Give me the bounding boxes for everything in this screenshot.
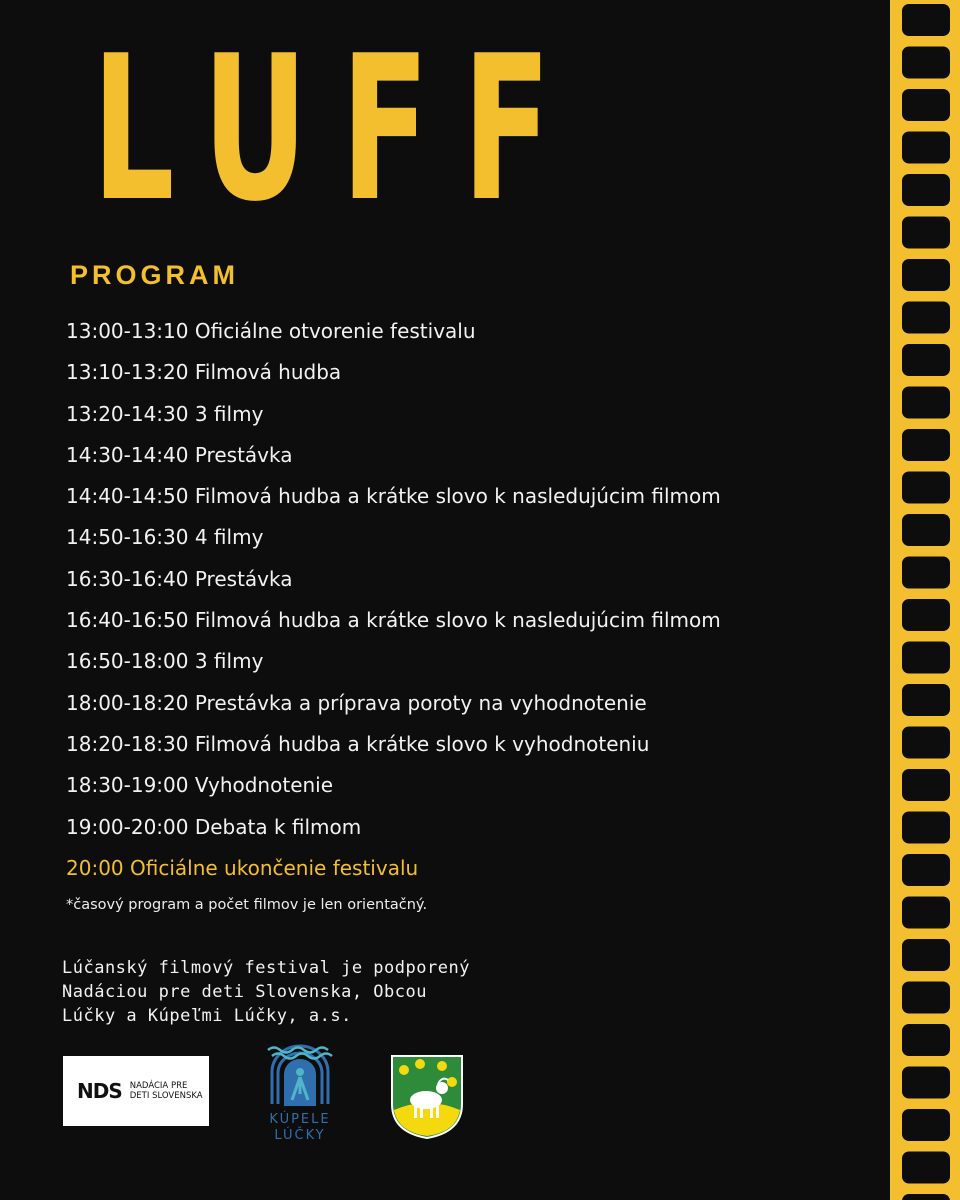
- film-perforation: [902, 642, 950, 674]
- film-perforation: [902, 217, 950, 249]
- film-perforation: [902, 429, 950, 461]
- film-perforation: [902, 1109, 950, 1141]
- kupele-logo-text: LÚČKY: [274, 1128, 326, 1143]
- program-item: 14:40-14:50 Filmová hudba a krátke slovo k nasledujúcim filmom: [66, 484, 721, 509]
- schedule-note: *časový program a počet filmov je len orientačný.: [66, 897, 428, 913]
- film-perforation: [902, 344, 950, 376]
- film-perforation: [902, 514, 950, 546]
- film-perforation: [902, 727, 950, 759]
- program-item: 16:40-16:50 Filmová hudba a krátke slovo k nasledujúcim filmom: [66, 608, 721, 633]
- program-item: 13:00-13:10 Oficiálne otvorenie festivalu: [66, 319, 476, 343]
- film-perforation: [902, 854, 950, 886]
- program-item: 14:50-16:30 4 filmy: [66, 525, 264, 550]
- film-perforation: [902, 132, 950, 164]
- film-perforation: [902, 387, 950, 419]
- program-item: 14:30-14:40 Prestávka: [66, 442, 293, 467]
- film-perforation: [902, 897, 950, 929]
- nds-logo-line: DETI SLOVENSKA: [129, 1091, 203, 1101]
- film-perforation: [902, 174, 950, 206]
- municipality-crest-icon: [390, 1054, 464, 1140]
- film-perforation: [902, 47, 950, 79]
- support-line: Lúčky a Kúpeľmi Lúčky, a.s.: [62, 1006, 352, 1026]
- nds-logo-mark: NDS: [77, 1079, 122, 1103]
- program-item: 18:30-19:00 Vyhodnotenie: [66, 773, 334, 798]
- film-perforation: [902, 769, 950, 801]
- program-item: 18:00-18:20 Prestávka a príprava poroty na vyhodnotenie: [66, 690, 647, 715]
- support-line: Nadáciou pre deti Slovenska, Obcou: [62, 982, 427, 1002]
- film-perforation: [902, 599, 950, 631]
- film-perforation: [902, 4, 950, 36]
- program-item: 16:50-18:00 3 filmy: [66, 649, 264, 674]
- film-perforation: [902, 684, 950, 716]
- film-perforation: [902, 472, 950, 504]
- program-item: 13:10-13:20 Filmová hudba: [66, 360, 342, 385]
- program-heading: PROGRAM: [70, 260, 239, 290]
- kupele-logo-text: KÚPELE: [269, 1112, 331, 1127]
- film-perforation: [902, 939, 950, 971]
- film-perforation: [902, 89, 950, 121]
- kupele-logo: [258, 1042, 342, 1148]
- nds-logo: [63, 1056, 209, 1126]
- program-item-closing: 20:00 Oficiálne ukončenie festivalu: [66, 855, 419, 880]
- program-item: 13:20-14:30 3 filmy: [66, 401, 264, 426]
- kupele-arch-icon: [258, 1042, 342, 1112]
- film-perforation: [902, 557, 950, 589]
- film-perforation: [902, 1067, 950, 1099]
- program-item: 16:30-16:40 Prestávka: [66, 566, 293, 591]
- film-perforation: [902, 1194, 950, 1200]
- festival-title: LUFF: [92, 13, 585, 246]
- film-perforation: [902, 302, 950, 334]
- nds-logo-text: [130, 1081, 203, 1101]
- program-item: 18:20-18:30 Filmová hudba a krátke slovo k vyhodnoteniu: [66, 731, 650, 756]
- program-item: 19:00-20:00 Debata k filmom: [66, 814, 362, 839]
- film-perforation: [902, 1024, 950, 1056]
- support-text: [62, 956, 582, 1028]
- program-list: [66, 316, 721, 894]
- nds-logo-line: NADÁCIA PRE: [129, 1081, 188, 1091]
- film-perforation: [902, 1152, 950, 1184]
- film-perforation: [902, 982, 950, 1014]
- film-perforation: [902, 812, 950, 844]
- filmstrip-decoration: [890, 0, 960, 1200]
- support-line: Lúčanský filmový festival je podporený: [62, 958, 470, 978]
- film-perforation: [902, 259, 950, 291]
